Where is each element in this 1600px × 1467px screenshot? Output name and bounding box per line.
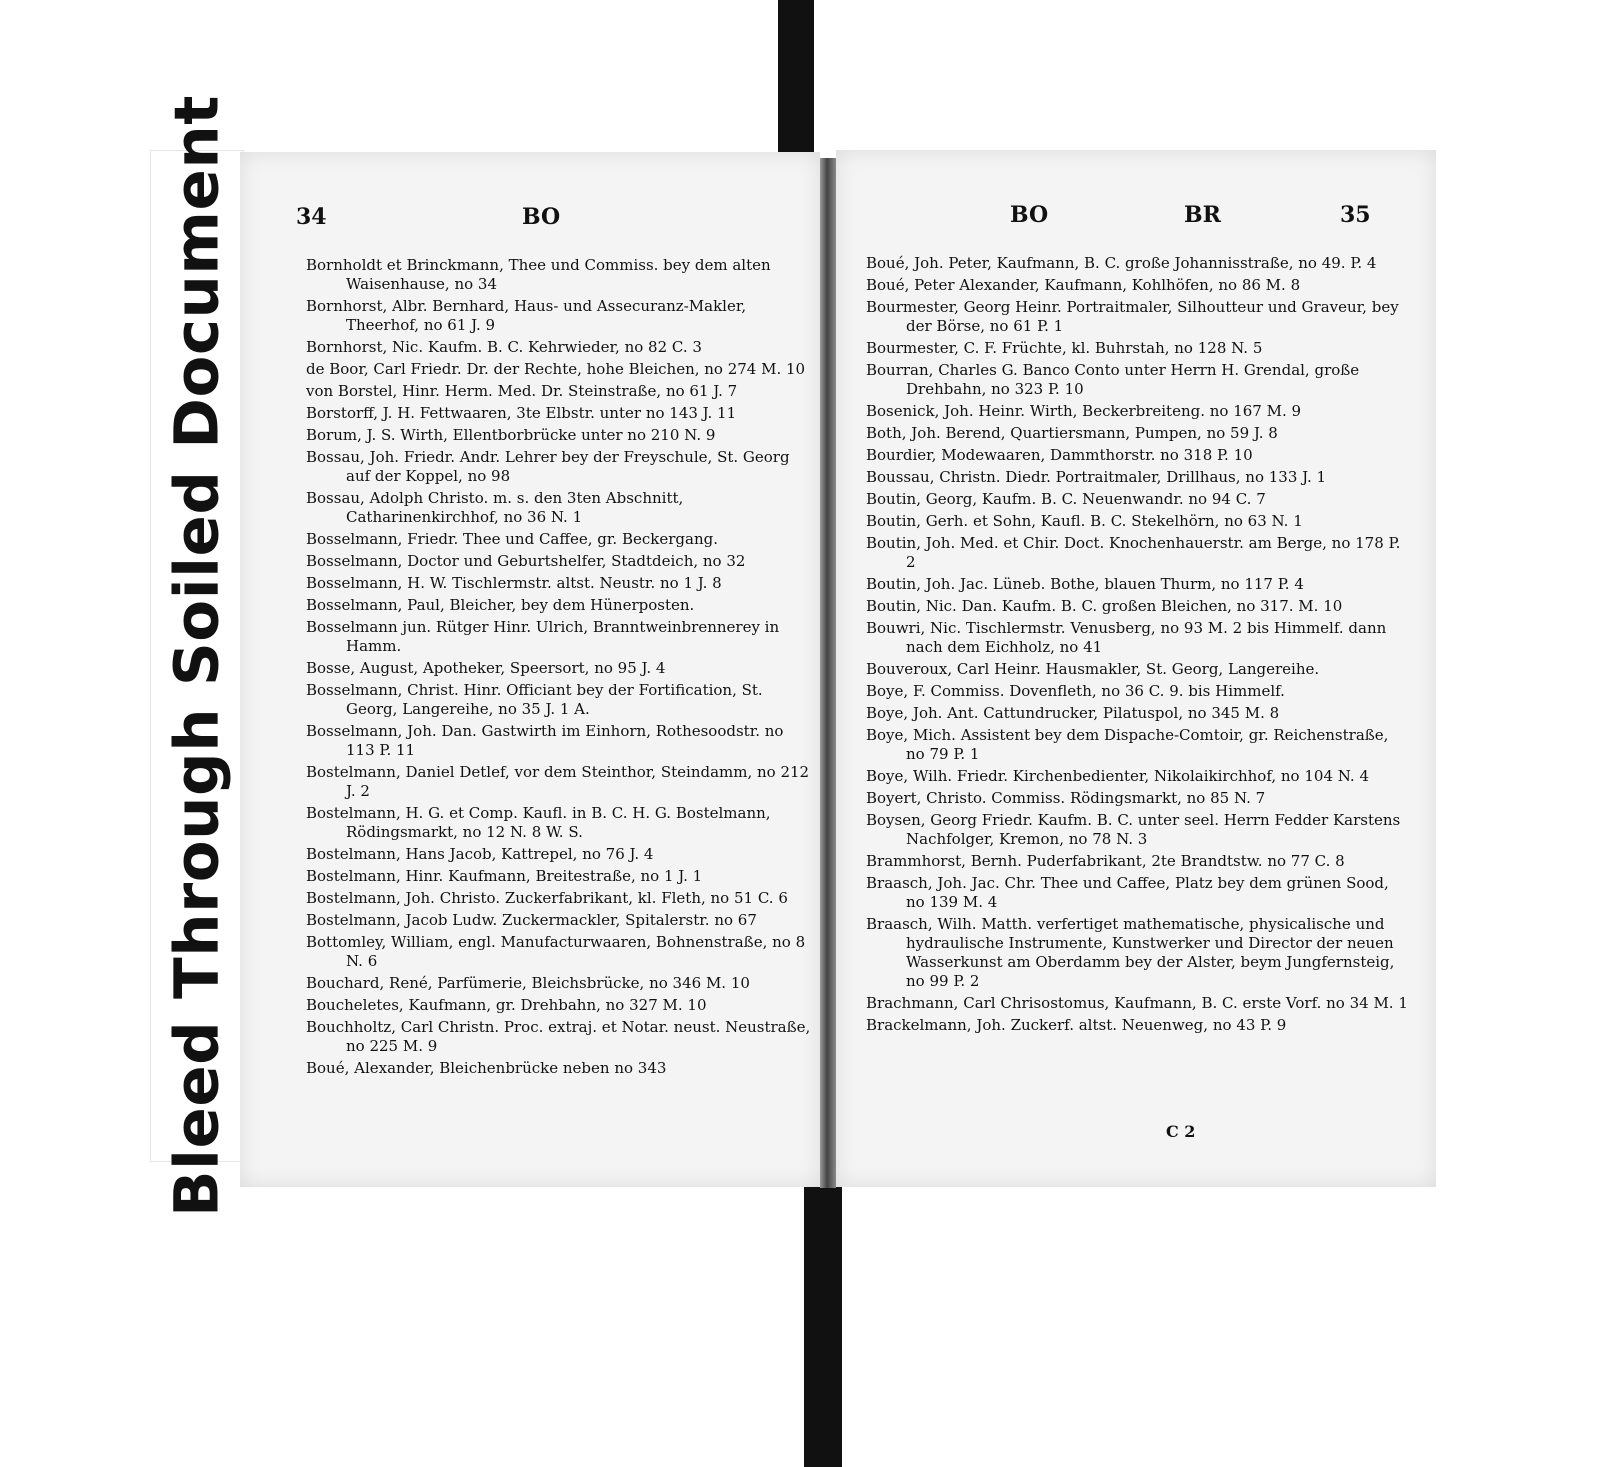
directory-entry: Bosse, August, Apotheker, Speersort, no 95 J. 4 <box>306 659 666 677</box>
directory-entry: Bossau, Adolph Christo. m. s. den 3ten Abschnitt, Catharinenkirchhof, no 36 N. 1 <box>306 489 684 526</box>
directory-entry: Bostelmann, H. G. et Comp. Kaufl. in B. C. H. G. Bostelmann, Rödingsmarkt, no 12 N. 8 W. S. <box>306 804 771 841</box>
page-gutter <box>820 158 836 1188</box>
directory-entry: Bostelmann, Hans Jacob, Kattrepel, no 76 J. 4 <box>306 845 654 863</box>
directory-entry: Bossau, Joh. Friedr. Andr. Lehrer bey der Freyschule, St. Georg auf der Koppel, no 98 <box>306 448 790 485</box>
directory-entry: Bosselmann, H. W. Tischlermstr. altst. Neustr. no 1 J. 8 <box>306 574 722 592</box>
directory-entry: Bottomley, William, engl. Manufacturwaaren, Bohnenstraße, no 8 N. 6 <box>306 933 806 970</box>
directory-entry: Bostelmann, Jacob Ludw. Zuckermackler, Spitalerstr. no 67 <box>306 911 757 929</box>
directory-entry: Bosselmann, Christ. Hinr. Officiant bey der Fortification, St. Georg, Langereihe, no 35 J. 1 A. <box>306 681 763 718</box>
right-page <box>836 150 1436 1187</box>
side-label <box>150 95 244 1217</box>
right-page-header-right: BR <box>1184 202 1221 228</box>
directory-entry: Boysen, Georg Friedr. Kaufm. B. C. unter seel. Herrn Fedder Karstens Nachfolger, Kremon, no 78 N. 3 <box>866 811 1401 848</box>
directory-entry: Bouchard, René, Parfümerie, Bleichsbrücke, no 346 M. 10 <box>306 974 750 992</box>
left-page-number: 34 <box>296 204 327 230</box>
side-label-text: Bleed Through Soiled Document <box>161 95 233 1217</box>
directory-entry: Bosselmann, Friedr. Thee und Caffee, gr. Beckergang. <box>306 530 718 548</box>
right-page-header-left: BO <box>1010 202 1049 228</box>
directory-entry: Bornhorst, Albr. Bernhard, Haus- und Assecuranz-Makler, Theerhof, no 61 J. 9 <box>306 297 747 334</box>
directory-entry: Brackelmann, Joh. Zuckerf. altst. Neuenweg, no 43 P. 9 <box>866 1016 1287 1034</box>
directory-entry: Boué, Alexander, Bleichenbrücke neben no 343 <box>306 1059 667 1077</box>
directory-entry: Boué, Joh. Peter, Kaufmann, B. C. große Johannisstraße, no 49. P. 4 <box>866 254 1377 272</box>
directory-entry: Boyert, Christo. Commiss. Rödingsmarkt, no 85 N. 7 <box>866 789 1266 807</box>
directory-entry: Bouveroux, Carl Heinr. Hausmakler, St. Georg, Langereihe. <box>866 660 1320 678</box>
directory-entry: Boutin, Joh. Med. et Chir. Doct. Knochenhauerstr. am Berge, no 178 P. 2 <box>866 534 1401 571</box>
directory-entry: Brammhorst, Bernh. Puderfabrikant, 2te Brandtstw. no 77 C. 8 <box>866 852 1345 870</box>
directory-entry: Braasch, Joh. Jac. Chr. Thee und Caffee, Platz bey dem grünen Sood, no 139 M. 4 <box>866 874 1389 911</box>
directory-entry: Bouwri, Nic. Tischlermstr. Venusberg, no 93 M. 2 bis Himmelf. dann nach dem Eichholz, no 41 <box>866 619 1387 656</box>
directory-entry: Bosselmann, Joh. Dan. Gastwirth im Einhorn, Rothesoodstr. no 113 P. 11 <box>306 722 784 759</box>
directory-entry: Boye, Wilh. Friedr. Kirchenbedienter, Nikolaikirchhof, no 104 N. 4 <box>866 767 1369 785</box>
directory-entry: Braasch, Wilh. Matth. verfertiget mathematische, physicalische und hydraulische Instrumente, Kunstwerker und Director der neuen Wasserkunst am Oberdamm bey der Alster, beym Jungfernsteig, no 99 P. 2 <box>866 915 1395 990</box>
directory-entry: Bosselmann jun. Rütger Hinr. Ulrich, Branntweinbrennerey in Hamm. <box>306 618 780 655</box>
directory-entry: Boué, Peter Alexander, Kaufmann, Kohlhöfen, no 86 M. 8 <box>866 276 1301 294</box>
directory-entry: Both, Joh. Berend, Quartiersmann, Pumpen, no 59 J. 8 <box>866 424 1278 442</box>
directory-entry: von Borstel, Hinr. Herm. Med. Dr. Steinstraße, no 61 J. 7 <box>306 382 738 400</box>
book-binding-strip-bottom <box>804 1187 842 1467</box>
left-page <box>240 152 820 1187</box>
signature-mark: C 2 <box>1166 1122 1196 1141</box>
directory-entry: Boutin, Joh. Jac. Lüneb. Bothe, blauen Thurm, no 117 P. 4 <box>866 575 1304 593</box>
directory-entry: Bourran, Charles G. Banco Conto unter Herrn H. Grendal, große Drehbahn, no 323 P. 10 <box>866 361 1360 398</box>
directory-entry: Borum, J. S. Wirth, Ellentborbrücke unter no 210 N. 9 <box>306 426 716 444</box>
directory-entry: Bostelmann, Joh. Christo. Zuckerfabrikant, kl. Fleth, no 51 C. 6 <box>306 889 788 907</box>
directory-entry: Boye, Joh. Ant. Cattundrucker, Pilatuspol, no 345 M. 8 <box>866 704 1280 722</box>
left-page-header: BO <box>522 204 561 230</box>
directory-entry: Boye, F. Commiss. Dovenfleth, no 36 C. 9. bis Himmelf. <box>866 682 1285 700</box>
directory-entry: Boutin, Nic. Dan. Kaufm. B. C. großen Bleichen, no 317. M. 10 <box>866 597 1343 615</box>
directory-entry: Bornhorst, Nic. Kaufm. B. C. Kehrwieder, no 82 C. 3 <box>306 338 702 356</box>
directory-entry: de Boor, Carl Friedr. Dr. der Rechte, hohe Bleichen, no 274 M. 10 <box>306 360 806 378</box>
directory-entry: Boutin, Georg, Kaufm. B. C. Neuenwandr. no 94 C. 7 <box>866 490 1266 508</box>
directory-entry: Bostelmann, Hinr. Kaufmann, Breitestraße, no 1 J. 1 <box>306 867 703 885</box>
directory-entry: Bosselmann, Paul, Bleicher, bey dem Hünerposten. <box>306 596 695 614</box>
directory-entry: Bourmester, C. F. Früchte, kl. Buhrstah, no 128 N. 5 <box>866 339 1263 357</box>
left-entry-list <box>306 256 812 1081</box>
directory-entry: Boutin, Gerh. et Sohn, Kaufl. B. C. Stekelhörn, no 63 N. 1 <box>866 512 1303 530</box>
directory-entry: Bouchholtz, Carl Christn. Proc. extraj. et Notar. neust. Neustraße, no 225 M. 9 <box>306 1018 811 1055</box>
book-binding-strip-top <box>778 0 814 162</box>
directory-entry: Bornholdt et Brinckmann, Thee und Commiss. bey dem alten Waisenhause, no 34 <box>306 256 771 293</box>
directory-entry: Borstorff, J. H. Fettwaaren, 3te Elbstr. unter no 143 J. 11 <box>306 404 737 422</box>
directory-entry: Bosenick, Joh. Heinr. Wirth, Beckerbreiteng. no 167 M. 9 <box>866 402 1302 420</box>
directory-entry: Boucheletes, Kaufmann, gr. Drehbahn, no 327 M. 10 <box>306 996 707 1014</box>
right-entry-list <box>866 254 1410 1038</box>
directory-entry: Brachmann, Carl Chrisostomus, Kaufmann, B. C. erste Vorf. no 34 M. 1 <box>866 994 1408 1012</box>
directory-entry: Bourdier, Modewaaren, Dammthorstr. no 318 P. 10 <box>866 446 1253 464</box>
directory-entry: Bosselmann, Doctor und Geburtshelfer, Stadtdeich, no 32 <box>306 552 746 570</box>
directory-entry: Bourmester, Georg Heinr. Portraitmaler, Silhoutteur und Graveur, bey der Börse, no 61 P. 1 <box>866 298 1399 335</box>
directory-entry: Bostelmann, Daniel Detlef, vor dem Steinthor, Steindamm, no 212 J. 2 <box>306 763 810 800</box>
right-page-number: 35 <box>1340 202 1371 228</box>
directory-entry: Boussau, Christn. Diedr. Portraitmaler, Drillhaus, no 133 J. 1 <box>866 468 1327 486</box>
directory-entry: Boye, Mich. Assistent bey dem Dispache-Comtoir, gr. Reichenstraße, no 79 P. 1 <box>866 726 1389 763</box>
